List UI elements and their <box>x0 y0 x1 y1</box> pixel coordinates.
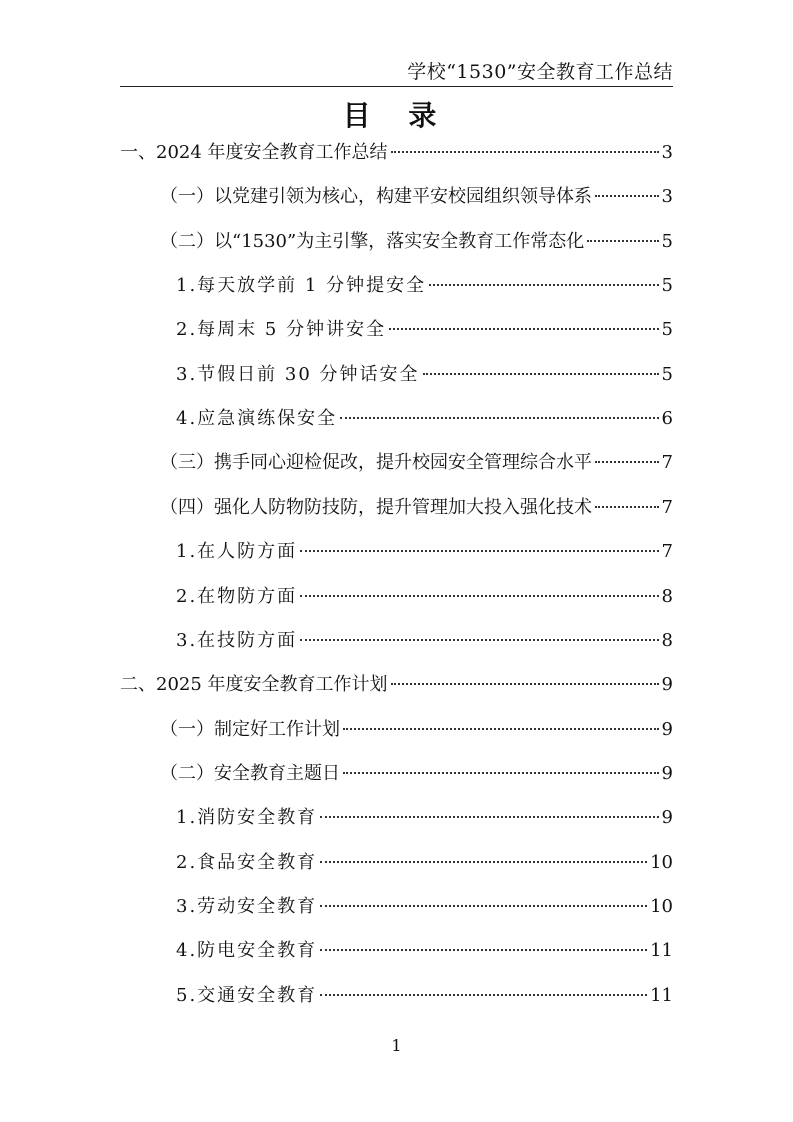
toc-entry-label: 2.食品安全教育 <box>176 851 318 873</box>
toc-leader-dots <box>320 861 647 863</box>
toc-entry[interactable] <box>160 183 673 211</box>
toc-entry-label: 4.防电安全教育 <box>176 940 318 962</box>
toc-entry-page: 5 <box>661 319 673 341</box>
toc-entry[interactable] <box>176 937 673 965</box>
toc-entry[interactable] <box>176 405 673 433</box>
toc-entry-label: （二）安全教育主题日 <box>160 762 340 784</box>
toc-entry[interactable] <box>176 893 673 921</box>
toc-entry[interactable] <box>176 982 673 1010</box>
toc-leader-dots <box>429 284 658 286</box>
toc-entry-page: 3 <box>661 186 673 208</box>
toc-entry-page: 5 <box>661 275 673 297</box>
toc-entry-page: 8 <box>661 585 673 607</box>
toc-leader-dots <box>320 816 658 818</box>
page-header: 学校“1530”安全教育工作总结 <box>120 58 673 87</box>
toc-entry[interactable] <box>160 716 673 744</box>
toc-entry-page: 5 <box>661 363 673 385</box>
toc-entry[interactable] <box>160 494 673 522</box>
toc-entry[interactable] <box>160 760 673 788</box>
toc-leader-dots <box>343 728 659 730</box>
toc-entry-page: 7 <box>661 541 673 563</box>
toc-entry-label: 4.应急演练保安全 <box>176 408 338 430</box>
toc-leader-dots <box>595 461 659 463</box>
toc-entry-label: 2.每周末 5 分钟讲安全 <box>176 319 387 341</box>
page-number: 1 <box>391 1036 402 1055</box>
toc-entry-label: （一）制定好工作计划 <box>160 718 340 740</box>
toc-entry[interactable] <box>160 449 673 477</box>
toc-entry-page: 7 <box>661 452 673 474</box>
toc-entry[interactable] <box>176 583 673 611</box>
toc-entry-page: 6 <box>661 408 673 430</box>
toc-entry[interactable] <box>120 139 673 167</box>
toc-leader-dots <box>320 994 647 996</box>
toc-entry[interactable] <box>176 538 673 566</box>
toc-entry-label: （三）携手同心迎检促改，提升校园安全管理综合水平 <box>160 452 592 474</box>
toc-entry[interactable] <box>176 849 673 877</box>
toc-entry-label: 3.在技防方面 <box>176 629 298 651</box>
toc-leader-dots <box>320 905 647 907</box>
toc-entry-label: 1.每天放学前 1 分钟提安全 <box>176 275 427 297</box>
toc-entry-label: 3.节假日前 30 分钟话安全 <box>176 363 420 385</box>
toc-leader-dots <box>340 417 658 419</box>
toc-entry[interactable] <box>176 804 673 832</box>
toc-entry-page: 10 <box>650 895 673 917</box>
toc-entry-label: （二）以“1530”为主引擎，落实安全教育工作常态化 <box>160 230 585 252</box>
toc-entry[interactable] <box>160 228 673 256</box>
toc-entry-label: 5.交通安全教育 <box>176 984 318 1006</box>
toc-title: 目 录 <box>342 99 451 132</box>
toc-entry-page: 8 <box>661 629 673 651</box>
toc-leader-dots <box>300 550 658 552</box>
toc-entry-label: 一、2024 年度安全教育工作总结 <box>120 142 388 163</box>
toc-entry[interactable] <box>120 671 673 699</box>
toc-entry-page: 11 <box>650 940 673 962</box>
toc-entry-page: 7 <box>661 496 673 518</box>
toc-entry-page: 9 <box>661 674 673 696</box>
toc-leader-dots <box>391 683 659 685</box>
toc-leader-dots <box>320 949 647 951</box>
toc-leader-dots <box>587 240 658 242</box>
toc-leader-dots <box>595 195 659 197</box>
toc-entry-page: 5 <box>661 230 673 252</box>
toc-entry[interactable] <box>176 627 673 655</box>
toc-entry-label: 1.消防安全教育 <box>176 807 318 829</box>
toc-entry-label: 二、2025 年度安全教育工作计划 <box>120 674 388 696</box>
toc-entry[interactable] <box>176 316 673 344</box>
toc-entry[interactable] <box>176 361 673 389</box>
toc-leader-dots <box>595 506 659 508</box>
toc-entry-page: 9 <box>661 718 673 740</box>
toc-leader-dots <box>389 328 658 330</box>
toc-leader-dots <box>343 772 659 774</box>
toc-entry-page: 10 <box>650 851 673 873</box>
toc-entry-label: （一）以党建引领为核心，构建平安校园组织领导体系 <box>160 186 592 208</box>
toc-leader-dots <box>300 595 658 597</box>
toc-entry-page: 11 <box>650 984 673 1006</box>
toc-leader-dots <box>300 639 658 641</box>
toc-entry[interactable] <box>176 272 673 300</box>
toc-entry-page: 9 <box>661 762 673 784</box>
toc-entry-label: 2.在物防方面 <box>176 585 298 607</box>
toc-leader-dots <box>391 151 659 153</box>
toc-entry-page: 3 <box>661 142 673 163</box>
toc-entry-label: （四）强化人防物防技防，提升管理加大投入强化技术 <box>160 496 592 518</box>
toc-entry-label: 3.劳动安全教育 <box>176 895 318 917</box>
toc-leader-dots <box>423 373 659 375</box>
toc-entry-label: 1.在人防方面 <box>176 541 298 563</box>
toc-entry-page: 9 <box>661 807 673 829</box>
